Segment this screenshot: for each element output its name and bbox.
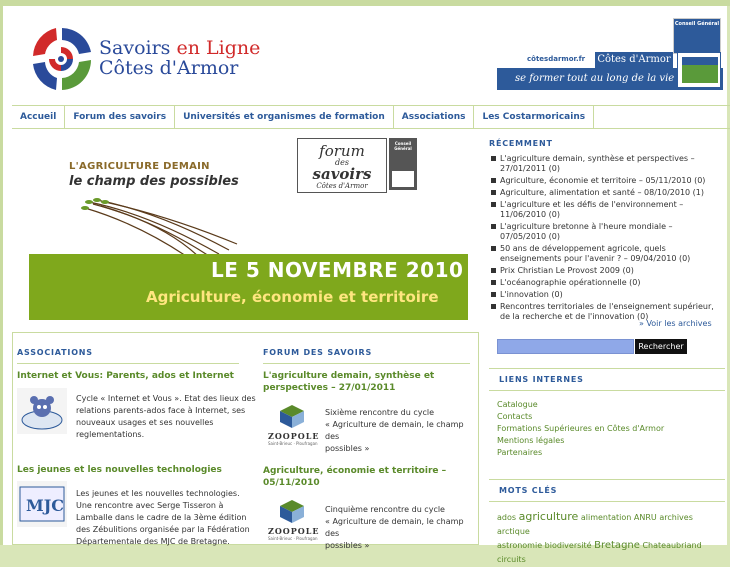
post-body (325, 407, 478, 455)
keywords-box (489, 479, 725, 567)
hero-date: LE 5 NOVEMBRE 2010 (211, 258, 464, 282)
hero-title: L'AGRICULTURE DEMAIN (69, 161, 210, 172)
banner-region: Côtes d'Armor (595, 52, 673, 68)
zoopole-text: ZOOPOLE (268, 431, 320, 441)
tag-link[interactable]: biodiversité (544, 541, 592, 550)
tag-link[interactable]: agriculture (518, 510, 579, 523)
logo-rings-icon (29, 24, 95, 94)
tag-link[interactable]: archives (659, 513, 693, 522)
hero-theme: Agriculture, économie et territoire (146, 288, 439, 306)
post-title[interactable]: Les jeunes et les nouvelles technologies (17, 465, 222, 475)
archives-link[interactable]: » Voir les archives (639, 319, 712, 328)
post-title-line: 05/11/2010 (263, 478, 320, 488)
associations-heading: ASSOCIATIONS (17, 348, 93, 357)
banner-url: côtesdarmor.fr (527, 55, 586, 63)
nav-item-forum[interactable]: Forum des savoirs (65, 106, 175, 128)
hero-cg-label: Conseil Général (394, 141, 412, 151)
link-catalogue[interactable]: Catalogue (497, 400, 538, 409)
recent-heading: RÉCEMMENT (489, 139, 553, 148)
la-souris-thumbnail[interactable] (17, 388, 67, 434)
search-input[interactable] (497, 339, 634, 354)
tag-link[interactable]: ANRU (633, 513, 657, 522)
post-body (76, 393, 256, 441)
recent-item[interactable]: L'océanographie opérationnelle (0) (489, 278, 715, 288)
hero-subtitle: le champ des possibles (69, 174, 239, 189)
forum-logo-l4: Côtes d'Armor (316, 182, 368, 190)
recent-item[interactable]: Rencontres territoriales de l'enseignement supérieur, de la recherche et de l'innovation (0) (489, 302, 715, 322)
zoopole-subtext: Saint-Brieuc · Ploufragan (268, 441, 318, 446)
tag-link[interactable]: astronomie (497, 541, 543, 550)
post-body (76, 488, 250, 548)
post-body-line: relations parents-ados face à Internet, ses (76, 406, 246, 415)
banner-tagline: se former tout au long de la vie (497, 68, 723, 90)
recent-item[interactable]: Agriculture, économie et territoire – 05/11/2010 (0) (489, 176, 715, 186)
forum-logo-l1: forum (319, 142, 365, 160)
post-title-line: perspectives – 27/01/2011 (263, 383, 396, 393)
tag-link[interactable]: Chateaubriand (642, 541, 702, 550)
zoopole-cube-icon (277, 498, 307, 524)
zoopole-subtext: Saint-Brieuc · Ploufragan (268, 536, 318, 541)
conseil-general-logo[interactable] (673, 18, 721, 54)
recent-item[interactable]: Agriculture, alimentation et santé – 08/10/2010 (1) (489, 188, 715, 198)
forum-logo-l3: savoirs (312, 165, 372, 183)
recent-item[interactable]: L'innovation (0) (489, 290, 715, 300)
tag-link[interactable]: circuits (497, 555, 526, 564)
post-body-line: Cycle « Internet et Vous ». Etat des lieux des (76, 394, 256, 403)
site-title-word2: en Ligne (176, 37, 261, 59)
post-body-line: nouveaux usages et ses nouvelles (76, 418, 214, 427)
mjc-thumbnail[interactable] (17, 481, 67, 527)
keywords-heading: MOTS CLÉS (489, 480, 725, 502)
nav-item-accueil[interactable]: Accueil (12, 106, 65, 128)
recent-posts (489, 139, 715, 324)
post-body-line: Une rencontre avec Serge Tisseron à (76, 501, 224, 510)
recent-item[interactable]: Prix Christian Le Provost 2009 (0) (489, 266, 715, 276)
tag-link[interactable]: alimentation (580, 513, 632, 522)
recent-item[interactable]: 50 ans de développement agricole, quels enseignements pour l'avenir ? – 09/04/2010 (0) (489, 244, 715, 264)
post-body-line: des Zébulitions organisée par la Fédération (76, 525, 250, 534)
link-contacts[interactable]: Contacts (497, 412, 533, 421)
zoopole-logo[interactable] (266, 403, 318, 449)
post-body-line: possibles » (325, 444, 370, 453)
recent-item[interactable]: L'agriculture bretonne à l'heure mondiale – 07/05/2010 (0) (489, 222, 715, 242)
search-button[interactable]: Rechercher (635, 339, 687, 354)
post-title-line: L'agriculture demain, synthèse et (263, 371, 435, 381)
post-body (325, 504, 478, 552)
post-title-line: Agriculture, économie et territoire – (263, 466, 447, 476)
tag-link[interactable]: ados (497, 513, 517, 522)
post-title[interactable] (263, 370, 434, 394)
cotes-darmor-banner[interactable] (497, 52, 723, 90)
nav-item-universites[interactable]: Universités et organismes de formation (175, 106, 394, 128)
sprout-illustration-icon (69, 194, 249, 258)
hero-cg-logo (389, 138, 417, 190)
tag-cloud (489, 502, 725, 567)
internal-links-heading: LIENS INTERNES (489, 369, 725, 391)
post-body-line: Sixième rencontre du cycle (325, 408, 434, 417)
zoopole-logo[interactable] (266, 498, 318, 544)
main-nav (12, 105, 730, 129)
region-flag-icon (677, 52, 721, 88)
site-title[interactable] (99, 38, 260, 78)
post-title[interactable]: Internet et Vous: Parents, ados et Internet (17, 371, 234, 381)
link-partenaires[interactable]: Partenaires (497, 448, 543, 457)
post-body-line: Départementale des MJC de Bretagne. (76, 537, 230, 546)
post-body-line: possibles » (325, 541, 370, 550)
hero-banner[interactable] (29, 136, 468, 320)
post-body-line: Lamballe dans le cadre de la 3ème édition (76, 513, 247, 522)
site-logo[interactable] (29, 24, 95, 94)
site-title-line2: Côtes d'Armor (99, 57, 239, 79)
mjc-logo-icon (17, 481, 67, 527)
post-title[interactable] (263, 465, 446, 489)
site-title-word1: Savoirs (99, 37, 171, 59)
recent-item[interactable]: L'agriculture et les défis de l'environnement – 11/06/2010 (0) (489, 200, 715, 220)
tag-link[interactable]: arctique (497, 527, 530, 536)
tag-link[interactable]: Bretagne (594, 540, 640, 551)
forum-des-savoirs-logo (297, 138, 387, 193)
post-body-line: « Agriculture de demain, le champ des (325, 517, 464, 538)
internal-links-box (489, 368, 725, 459)
recent-item[interactable]: L'agriculture demain, synthèse et perspectives – 27/01/2011 (0) (489, 154, 715, 174)
post-body-line: Cinquième rencontre du cycle (325, 505, 445, 514)
cg-label: Conseil Général (674, 21, 720, 27)
zoopole-cube-icon (277, 403, 307, 429)
main-content-box (12, 332, 479, 550)
nav-item-costarmoricains[interactable]: Les Costarmoricains (474, 106, 594, 128)
svg-text:MJC: MJC (26, 496, 65, 515)
zoopole-text: ZOOPOLE (268, 526, 320, 536)
forum-logo-l2: des (335, 158, 349, 167)
forum-heading: FORUM DES SAVOIRS (263, 348, 373, 357)
post-body-line: reglementations. (76, 430, 145, 439)
top-strip (3, 0, 730, 6)
post-body-line: Les jeunes et les nouvelles technologies. (76, 489, 240, 498)
post-body-line: « Agriculture de demain, le champ des (325, 420, 464, 441)
link-mentions[interactable]: Mentions légales (497, 436, 565, 445)
mouse-mascot-icon (17, 388, 67, 434)
link-formations[interactable]: Formations Supérieures en Côtes d'Armor (497, 424, 665, 433)
nav-item-associations[interactable]: Associations (394, 106, 475, 128)
